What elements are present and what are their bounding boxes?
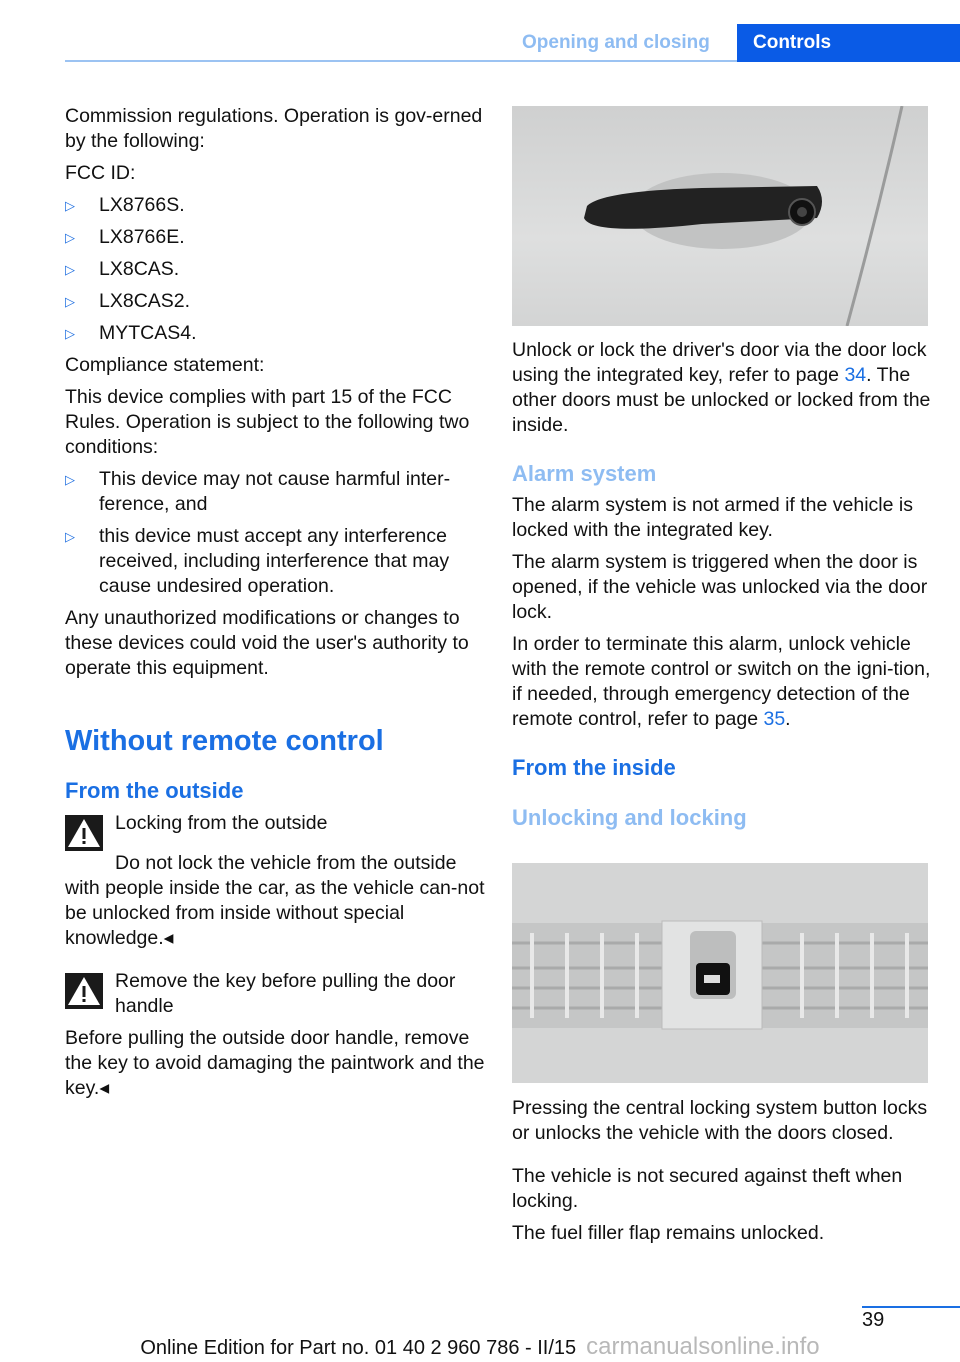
warning-text: Before pulling the outside door handle, remove the key to avoid damaging the paintwork and the key.◂ — [65, 1027, 485, 1099]
footer-rule — [862, 1306, 960, 1308]
heading-from-outside: From the outside — [65, 778, 244, 803]
bullet-triangle-icon: ▷ — [65, 198, 75, 213]
warning-text: Do not lock the vehicle from the outside with people inside the car, as the vehicle can-not be unlocked from inside without special knowledge.◂ — [65, 852, 485, 949]
central-locking-button-image — [512, 863, 928, 1083]
header-section-link[interactable]: Opening and closing — [522, 32, 710, 53]
modifications-text: Any unauthorized modifications or changes to these devices could void the user's authority to operate this equipment. — [65, 607, 469, 679]
heading-without-remote: Without remote control — [65, 725, 384, 757]
door-handle-image — [512, 106, 928, 326]
heading-from-inside: From the inside — [512, 755, 676, 780]
warning-locking — [65, 811, 485, 851]
heading-alarm-system: Alarm system — [512, 461, 657, 486]
body-text: The fuel filler flap remains unlocked. — [512, 1222, 825, 1244]
header-chapter-tab[interactable]: Controls — [737, 24, 960, 62]
body-text: The vehicle is not secured against theft when locking. — [512, 1165, 903, 1212]
warning-icon — [65, 815, 103, 851]
alarm-text: The alarm system is not armed if the vehicle is locked with the integrated key. — [512, 494, 913, 541]
compliance-label: Compliance statement: — [65, 354, 265, 376]
bullet-triangle-icon: ▷ — [65, 472, 75, 487]
right-column — [512, 338, 932, 832]
fcc-id-item: ▷ LX8CAS. — [65, 258, 180, 280]
fcc-id-item: ▷ LX8766E. — [65, 226, 185, 248]
warning-icon — [65, 973, 103, 1009]
bullet-triangle-icon: ▷ — [65, 230, 75, 245]
watermark: carmanualsonline.info — [586, 1333, 820, 1360]
warning-key — [65, 969, 485, 1019]
compliance-text: This device complies with part 15 of the FCC Rules. Operation is subject to the following two conditions: — [65, 386, 470, 458]
bullet-triangle-icon: ▷ — [65, 529, 75, 544]
fcc-id-item: ▷ LX8CAS2. — [65, 290, 191, 312]
footer-row — [0, 1334, 960, 1361]
intro-text: Commission regulations. Operation is gov-erned by the following: — [65, 105, 483, 152]
bullet-triangle-icon: ▷ — [65, 262, 75, 277]
right-column-bottom — [512, 1096, 932, 1246]
condition-item: ▷ this device must accept any interference received, including interference that may cause undesired operation. — [65, 525, 450, 597]
alarm-text: In order to terminate this alarm, unlock vehicle with the remote control or switch on the igni-tion, if needed, through emergency detection of the remote control, refer to page 35. — [512, 633, 931, 730]
condition-item: ▷ This device may not cause harmful inter-ference, and — [65, 468, 451, 515]
bullet-triangle-icon: ▷ — [65, 294, 75, 309]
page-number: 39 — [862, 1309, 885, 1331]
heading-unlocking-locking: Unlocking and locking — [512, 805, 747, 830]
door-lock-text: Unlock or lock the driver's door via the door lock using the integrated key, refer to page 34. The other doors must be unlocked or locked from the inside. — [512, 339, 931, 436]
body-text: Pressing the central locking system button locks or unlocks the vehicle with the doors closed. — [512, 1097, 928, 1144]
edition-text: Online Edition for Part no. 01 40 2 960 786 - II/15 — [140, 1337, 577, 1359]
fcc-id-item: ▷ MYTCAS4. — [65, 322, 197, 344]
fcc-id-item: ▷ LX8766S. — [65, 194, 185, 216]
page-link[interactable]: 34 — [844, 364, 867, 386]
fcc-label: FCC ID: — [65, 162, 136, 184]
header-rule — [65, 60, 737, 62]
fcc-id-list — [65, 193, 485, 346]
left-column — [65, 104, 485, 1101]
alarm-text: The alarm system is triggered when the door is opened, if the vehicle was unlocked via the door lock. — [512, 551, 928, 623]
page-link[interactable]: 35 — [763, 708, 786, 730]
warning-title: Remove the key before pulling the door handle — [115, 970, 456, 1017]
warning-title: Locking from the outside — [115, 812, 328, 834]
bullet-triangle-icon: ▷ — [65, 326, 75, 341]
